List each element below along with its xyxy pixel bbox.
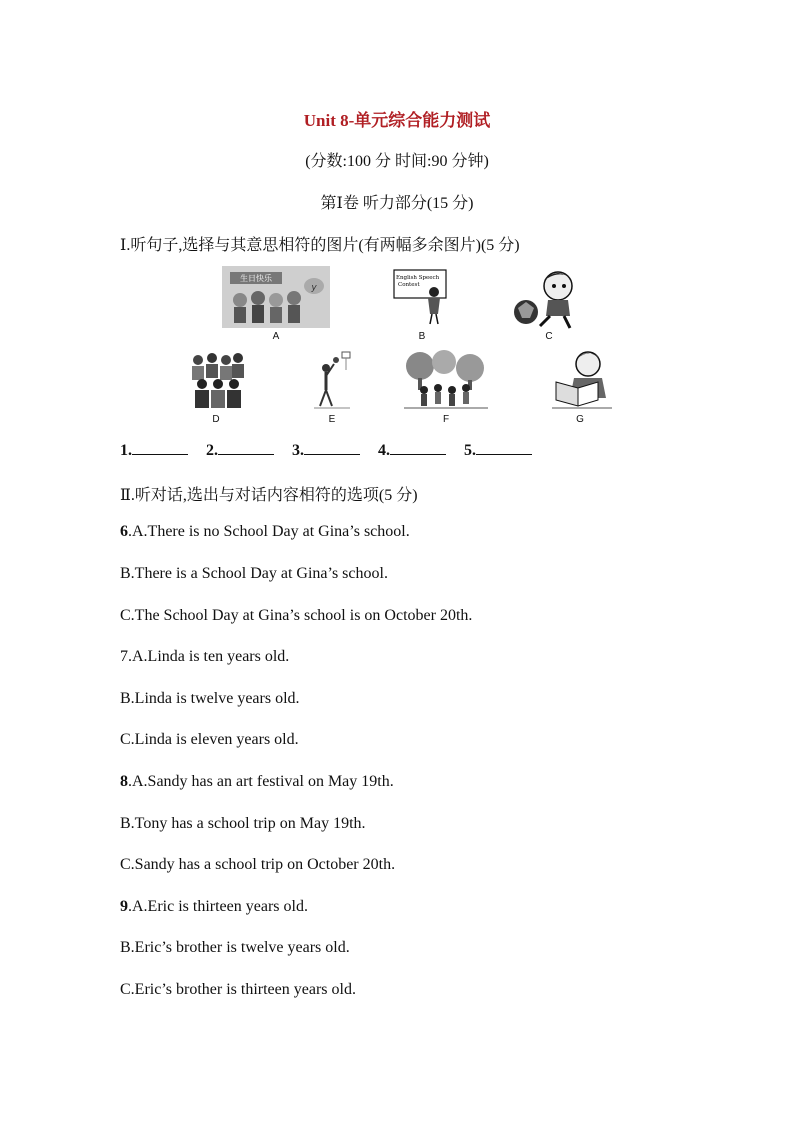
section2-heading: Ⅱ.听对话,选出与对话内容相符的选项(5 分) [120,487,418,504]
question-8-option-b: B.Tony has a school trip on May 19th. [120,815,366,832]
question-6-option-c: C.The School Day at Gina’s school is on October 20th. [120,607,473,624]
picture-e [312,350,352,410]
question-9-option-a: 9.A.Eric is thirteen years old. [120,898,308,915]
volume-heading: 第Ⅰ卷 听力部分(15 分) [320,195,474,212]
birthday-banner-text: 生日快乐 [240,274,272,283]
picture-label-d: D [212,414,220,425]
speech-contest-line2: Contest [398,282,420,288]
blank-3[interactable]: 3. [292,440,360,460]
question-8-option-a: 8.A.Sandy has an art festival on May 19th. [120,773,394,790]
exam-meta: (分数:100 分 时间:90 分钟) [305,153,489,170]
picture-a [222,266,330,328]
svg-text:y: y [311,283,317,293]
question-9-option-b: B.Eric’s brother is twelve years old. [120,939,350,956]
question-7-option-c: C.Linda is eleven years old. [120,731,299,748]
picture-f [404,350,488,410]
section1-heading: Ⅰ.听句子,选择与其意思相符的图片(有两幅多余图片)(5 分) [120,237,520,254]
picture-g [552,348,612,410]
question-8-option-c: C.Sandy has a school trip on October 20th. [120,856,396,873]
picture-b [392,268,452,326]
picture-label-c: C [545,331,553,342]
picture-label-g: G [576,414,584,425]
picture-c [512,268,578,330]
answer-blanks [120,440,546,460]
blank-5[interactable]: 5. [464,440,532,460]
blank-1[interactable]: 1. [120,440,188,460]
blank-2[interactable]: 2. [206,440,274,460]
question-7-option-a: 7.A.Linda is ten years old. [120,648,290,665]
picture-label-f: F [442,414,450,425]
picture-d [188,350,246,410]
picture-label-e: E [328,414,336,425]
blank-4[interactable]: 4. [378,440,446,460]
question-6-option-b: B.There is a School Day at Gina’s school. [120,565,388,582]
question-6-option-a: 6.A.There is no School Day at Gina’s school. [120,523,410,540]
question-9-option-c: C.Eric’s brother is thirteen years old. [120,981,356,998]
question-7-option-b: B.Linda is twelve years old. [120,690,300,707]
page-title: Unit 8-单元综合能力测试 [303,111,491,130]
picture-label-a: A [272,331,280,342]
picture-label-b: B [418,331,426,342]
speech-contest-line1: English Speech [396,275,440,281]
